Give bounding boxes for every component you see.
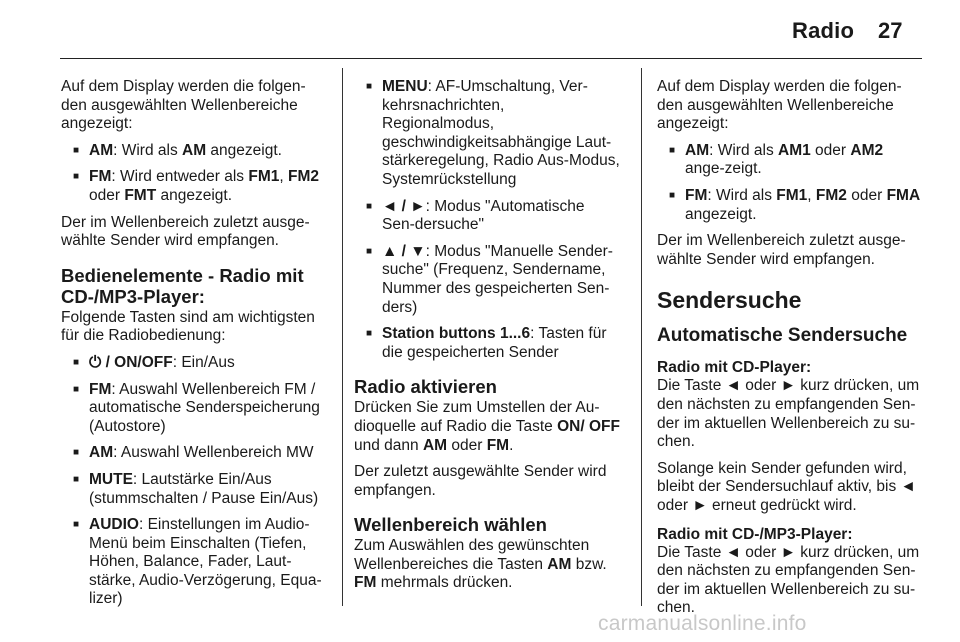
list-item: ■ FM: Auswahl Wellenbereich FM / automatische Senderspeicherung (Autostore)	[61, 381, 327, 437]
list-item: ■ AM: Wird als AM angezeigt.	[61, 142, 327, 161]
list-item: ■ FM: Wird als FM1, FM2 oder FMA angezeigt.	[657, 187, 923, 224]
cd-text: Die Taste ◄ oder ► kurz drücken, um den nächsten zu empfangenden Sen-der im aktuellen Wellenbereich zu su-chen.	[657, 377, 920, 451]
mp3-text: Die Taste ◄ oder ► kurz drücken, um den nächsten zu empfangenden Sen-der im aktuellen Wellenbereich zu su-chen.	[657, 543, 920, 617]
list-item: ■ AUDIO: Einstellungen im Audio-Menü beim Einschalten (Tiefen, Höhen, Balance, Fader, Laut-stärke, Audio-Verzögerung, Equa-lizer)	[61, 516, 327, 609]
column-3	[657, 78, 923, 626]
band-text: Zum Auswählen des gewünschten Wellenbereiches die Tasten AM bzw. FM mehrmals drücken.	[354, 537, 607, 592]
page-title: Radio	[792, 18, 855, 43]
section-heading: Bedienelemente - Radio mit CD-/MP3-Player:	[61, 264, 304, 307]
list-item: ■ FM: Wird entweder als FM1, FM2 oder FMT angezeigt.	[61, 168, 327, 205]
heading-band-select: Wellenbereich wählen	[354, 514, 547, 536]
activate-last-text: Der zuletzt ausgewählte Sender wird empfangen.	[354, 463, 607, 499]
list-item: ■ ◄ / ►: Modus "Automatische Sen-dersuche"	[354, 198, 620, 235]
list-item: ■ MENU: AF-Umschaltung, Ver-kehrsnachrichten, Regionalmodus, geschwindigkeitsabhängige Laut-stärkeregelung, Radio Aus-Modus, Systemrückstellung	[354, 78, 620, 190]
last-station-text: Der im Wellenbereich zuletzt ausge-wählte Sender wird empfangen.	[61, 213, 310, 250]
heading-cd-player: Radio mit CD-Player:	[657, 359, 812, 377]
list-item: ■ AM: Wird als AM1 oder AM2 ange-zeigt.	[657, 142, 923, 179]
column-divider-2	[641, 68, 642, 606]
column-2	[354, 78, 620, 601]
column-divider-1	[342, 68, 343, 606]
watermark: carmanualsonline.info	[598, 612, 807, 635]
cd-text-2: Solange kein Sender gefunden wird, bleibt der Sendersuchlauf aktiv, bis ◄ oder ► erneut gedrückt wird.	[657, 459, 916, 514]
list-item: ■ Station buttons 1...6: Tasten für die gespeicherten Sender	[354, 325, 620, 362]
list-item: ■ ⏻ / ON/OFF: Ein/Aus	[61, 354, 327, 373]
header-divider	[60, 58, 922, 59]
heading-mp3-player: Radio mit CD-/MP3-Player:	[657, 525, 853, 543]
list-item: ■ AM: Auswahl Wellenbereich MW	[61, 444, 327, 463]
display-intro: Auf dem Display werden die folgen-den ausgewählten Wellenbereiche angezeigt:	[61, 78, 306, 133]
last-station-text: Der im Wellenbereich zuletzt ausge-wählte Sender wird empfangen.	[657, 232, 906, 268]
display-intro: Auf dem Display werden die folgen-den ausgewählten Wellenbereiche angezeigt:	[657, 78, 902, 133]
heading-sendersuche: Sendersuche	[657, 287, 802, 314]
list-item: ■ MUTE: Lautstärke Ein/Aus (stummschalten / Pause Ein/Aus)	[61, 471, 327, 508]
column-1	[61, 78, 327, 617]
list-item: ■ ▲ / ▼: Modus "Manuelle Sender-suche" (Frequenz, Sendername, Nummer des gespeicherten Sen-ders)	[354, 243, 620, 317]
page-number: 27	[878, 18, 903, 43]
section-lead: Folgende Tasten sind am wichtigsten für die Radiobedienung:	[61, 308, 315, 345]
heading-radio-activate: Radio aktivieren	[354, 376, 497, 398]
heading-auto-search: Automatische Sendersuche	[657, 325, 908, 347]
activate-text: Drücken Sie zum Umstellen der Au-dioquelle auf Radio die Taste ON/ OFF und dann AM oder FM.	[354, 399, 620, 454]
